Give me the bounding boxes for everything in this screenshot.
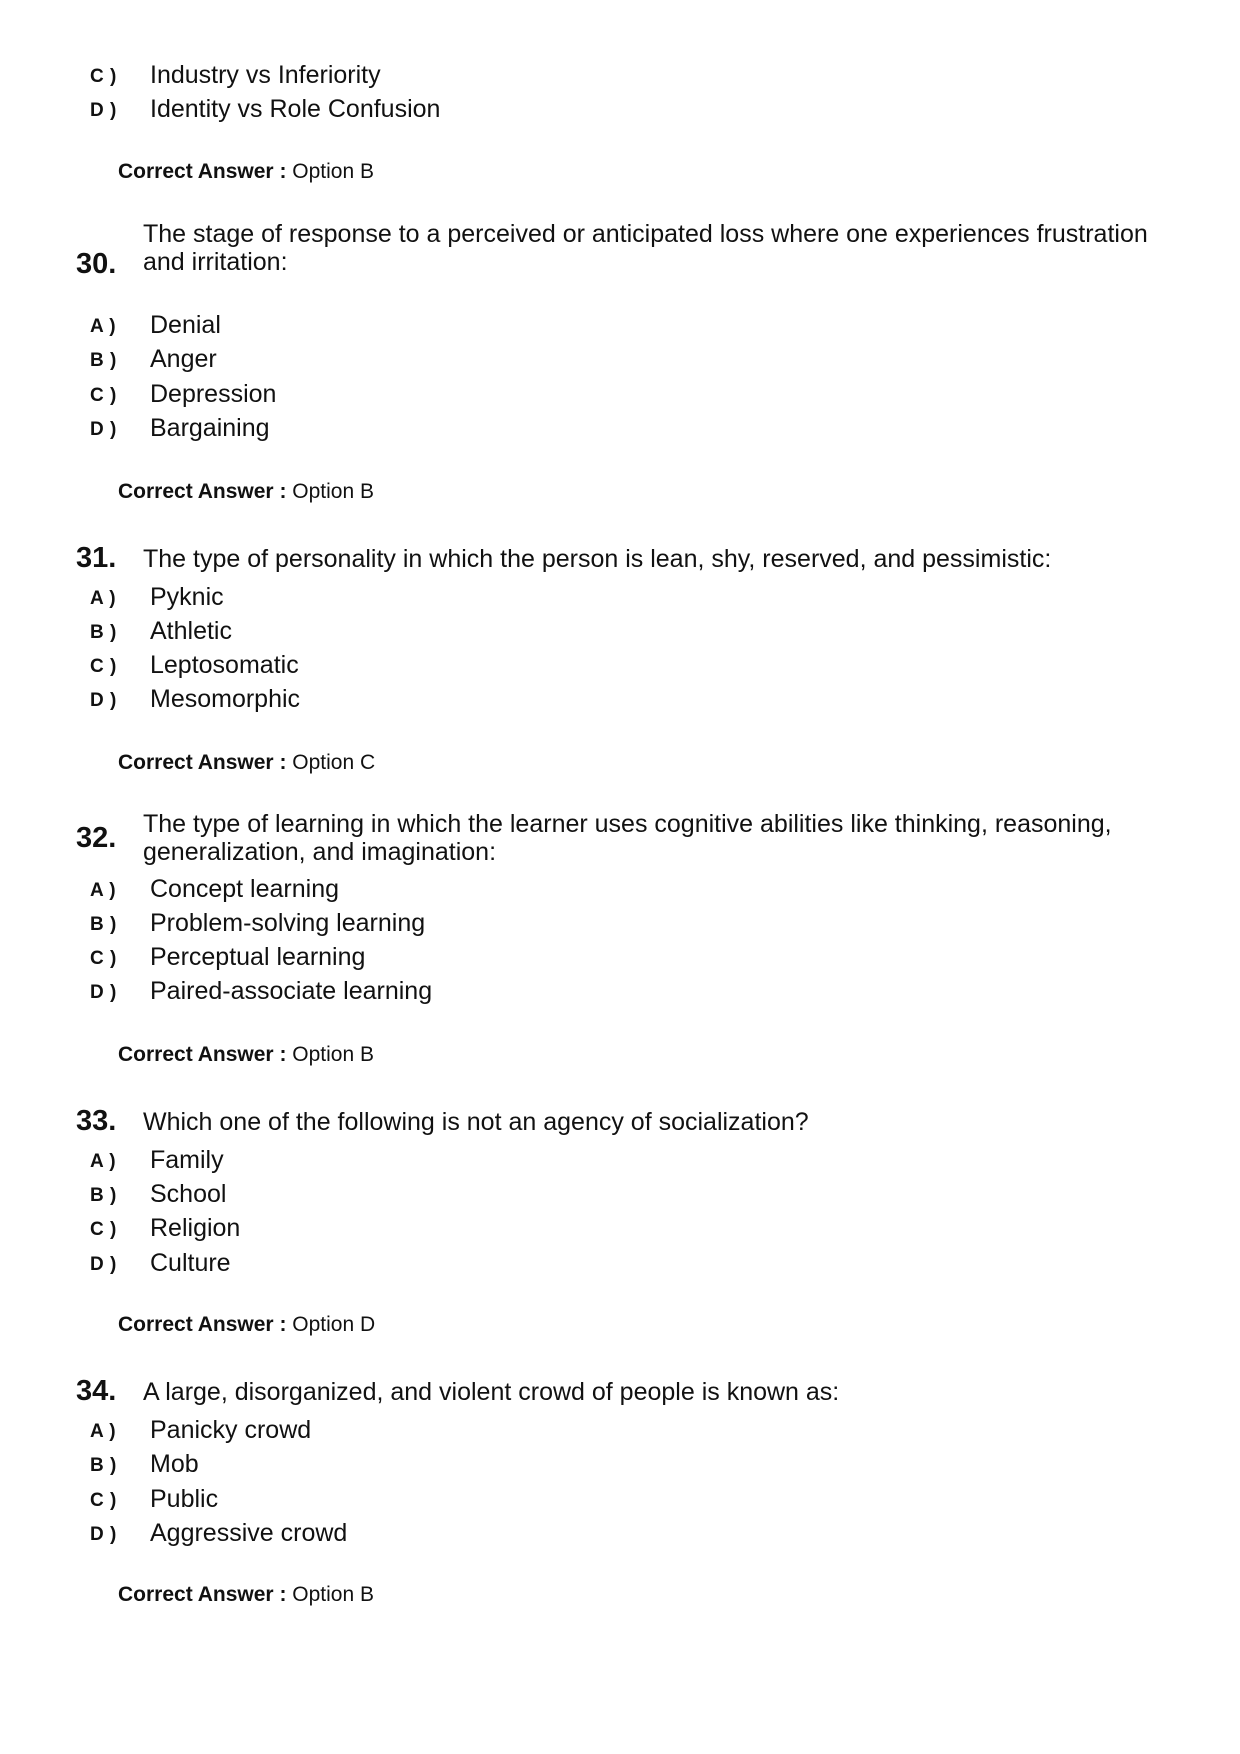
correct-answer-value: Option D: [292, 1313, 376, 1336]
question-number: 32.: [76, 822, 117, 854]
option-letter: B ): [90, 622, 117, 643]
correct-answer-label: Correct Answer :: [118, 480, 287, 503]
option-text: Concept learning: [150, 875, 340, 903]
option-letter: A ): [90, 1151, 117, 1172]
option-text: Aggressive crowd: [150, 1519, 348, 1547]
correct-answer-label: Correct Answer :: [118, 1043, 287, 1066]
option-row: [0, 377, 1200, 411]
correct-answer-label: Correct Answer :: [118, 1583, 287, 1606]
option-letter: D ): [90, 419, 117, 440]
option-text: Perceptual learning: [150, 943, 366, 971]
correct-answer-label: Correct Answer :: [118, 751, 287, 774]
question-number: 30.: [76, 248, 117, 280]
correct-answer: [118, 751, 375, 775]
correct-answer: [118, 480, 374, 504]
option-row: [0, 1447, 1200, 1481]
option-text: Bargaining: [150, 414, 270, 442]
option-text: Religion: [150, 1214, 241, 1242]
option-row: [0, 308, 1200, 342]
question-number: 33.: [76, 1105, 117, 1137]
option-letter: D ): [90, 690, 117, 711]
option-text: Pyknic: [150, 583, 224, 611]
option-letter: C ): [90, 66, 117, 87]
correct-answer: [118, 1043, 374, 1067]
option-row: [0, 1413, 1200, 1447]
option-row: [0, 682, 1200, 716]
option-letter: B ): [90, 350, 117, 371]
option-letter: B ): [90, 1455, 117, 1476]
correct-answer-value: Option B: [292, 160, 374, 183]
option-letter: A ): [90, 1421, 117, 1442]
option-text: Industry vs Inferiority: [150, 61, 381, 89]
option-letter: C ): [90, 385, 117, 406]
option-row: [0, 1482, 1200, 1516]
option-row: [0, 1516, 1200, 1550]
correct-answer-value: Option B: [292, 480, 374, 503]
question-number: 34.: [76, 1375, 117, 1407]
option-row: [0, 1177, 1200, 1211]
option-row: [0, 411, 1200, 445]
question-text: Which one of the following is not an agency of socialization?: [143, 1108, 809, 1136]
option-row: [0, 1246, 1200, 1280]
option-row: [0, 974, 1200, 1008]
option-letter: A ): [90, 880, 117, 901]
correct-answer-label: Correct Answer :: [118, 1313, 287, 1336]
question-text: The type of learning in which the learner uses cognitive abilities like thinking, reasoning, generalization, and imagination:: [143, 810, 1112, 866]
option-text: Identity vs Role Confusion: [150, 95, 441, 123]
option-row: [0, 906, 1200, 940]
option-letter: D ): [90, 982, 117, 1003]
option-letter: D ): [90, 1254, 117, 1275]
option-row: [0, 1143, 1200, 1177]
option-text: Anger: [150, 345, 217, 373]
option-text: Problem-solving learning: [150, 909, 426, 937]
option-row: [0, 648, 1200, 682]
option-letter: D ): [90, 1524, 117, 1545]
question-text: A large, disorganized, and violent crowd of people is known as:: [143, 1378, 840, 1406]
option-letter: A ): [90, 588, 117, 609]
correct-answer: [118, 160, 374, 184]
option-row: [0, 872, 1200, 906]
question-text: The type of personality in which the person is lean, shy, reserved, and pessimistic:: [143, 545, 1052, 573]
option-row: [0, 92, 1200, 126]
option-text: Denial: [150, 311, 221, 339]
correct-answer-value: Option B: [292, 1043, 374, 1066]
option-row: [0, 58, 1200, 92]
option-row: [0, 342, 1200, 376]
option-text: Family: [150, 1146, 224, 1174]
option-row: [0, 580, 1200, 614]
correct-answer: [118, 1313, 375, 1337]
option-row: [0, 940, 1200, 974]
question-text: The stage of response to a perceived or anticipated loss where one experiences frustration and irritation:: [143, 220, 1148, 276]
option-letter: C ): [90, 1219, 117, 1240]
option-row: [0, 614, 1200, 648]
option-text: School: [150, 1180, 227, 1208]
correct-answer-value: Option B: [292, 1583, 374, 1606]
option-text: Panicky crowd: [150, 1416, 312, 1444]
option-text: Leptosomatic: [150, 651, 299, 679]
option-text: Mob: [150, 1450, 199, 1478]
option-text: Public: [150, 1485, 219, 1513]
option-letter: B ): [90, 914, 117, 935]
option-text: Mesomorphic: [150, 685, 301, 713]
correct-answer-value: Option C: [292, 751, 376, 774]
question-number: 31.: [76, 542, 117, 574]
option-letter: B ): [90, 1185, 117, 1206]
correct-answer-label: Correct Answer :: [118, 160, 287, 183]
option-letter: A ): [90, 316, 117, 337]
option-letter: C ): [90, 948, 117, 969]
correct-answer: [118, 1583, 374, 1607]
option-letter: C ): [90, 656, 117, 677]
option-text: Athletic: [150, 617, 232, 645]
option-letter: C ): [90, 1490, 117, 1511]
option-row: [0, 1211, 1200, 1245]
option-letter: D ): [90, 100, 117, 121]
option-text: Depression: [150, 380, 277, 408]
option-text: Culture: [150, 1249, 231, 1277]
option-text: Paired-associate learning: [150, 977, 433, 1005]
